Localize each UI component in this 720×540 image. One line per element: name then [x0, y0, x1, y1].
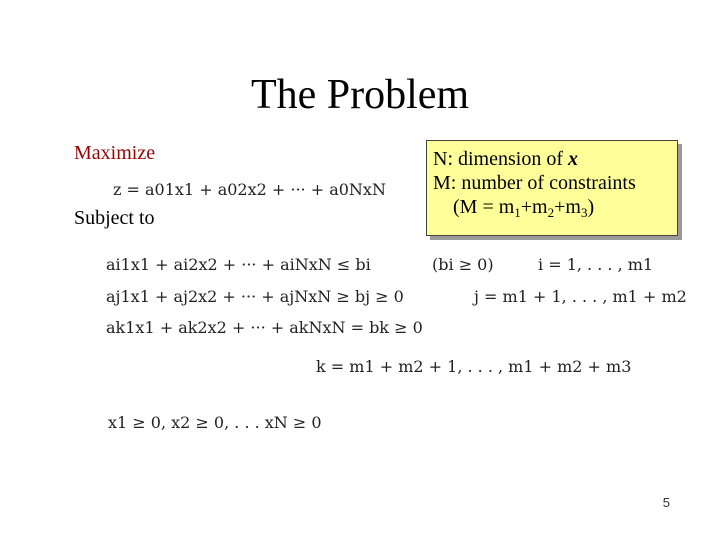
note-total-sub3: 3: [580, 205, 588, 220]
constraint-k-equation: ak1x1 + ak2x2 + ··· + akNxN = bk ≥ 0: [106, 318, 423, 337]
note-line-dimension: [433, 147, 677, 171]
note-total-sub1: 1: [514, 205, 521, 220]
objective-equation: z = a01x1 + a02x2 + ··· + a0NxN: [113, 180, 386, 199]
note-total-prefix: (M = m: [453, 196, 515, 218]
maximize-label: Maximize: [74, 142, 156, 164]
note-dimension-var: x: [568, 148, 578, 170]
slide-title: The Problem: [250, 72, 470, 118]
page-number: 5: [662, 495, 670, 510]
note-total-plus1: +m: [520, 196, 548, 218]
constraint-i-equation: ai1x1 + ai2x2 + ··· + aiNxN ≤ bi: [106, 255, 371, 274]
constraint-i-condition: (bi ≥ 0): [432, 255, 494, 274]
constraint-j-range: j = m1 + 1, . . . , m1 + m2: [474, 287, 687, 306]
constraint-j-equation: aj1x1 + aj2x2 + ··· + ajNxN ≥ bj ≥ 0: [106, 287, 404, 306]
note-total-sub2: 2: [547, 205, 555, 220]
constraint-k-range: k = m1 + m2 + 1, . . . , m1 + m2 + m3: [316, 357, 632, 376]
note-total-plus2: +m: [554, 196, 581, 218]
constraint-i-range: i = 1, . . . , m1: [538, 255, 654, 274]
note-total-suffix: ): [587, 196, 595, 218]
note-line-constraints: M: number of constraints: [433, 172, 636, 194]
subject-to-label: Subject to: [74, 207, 155, 229]
definition-note-box: [426, 140, 678, 236]
note-line-total: [433, 195, 677, 219]
nonnegativity-constraints: x1 ≥ 0, x2 ≥ 0, . . . xN ≥ 0: [108, 413, 322, 432]
note-dimension-text: N: dimension of: [433, 148, 568, 170]
